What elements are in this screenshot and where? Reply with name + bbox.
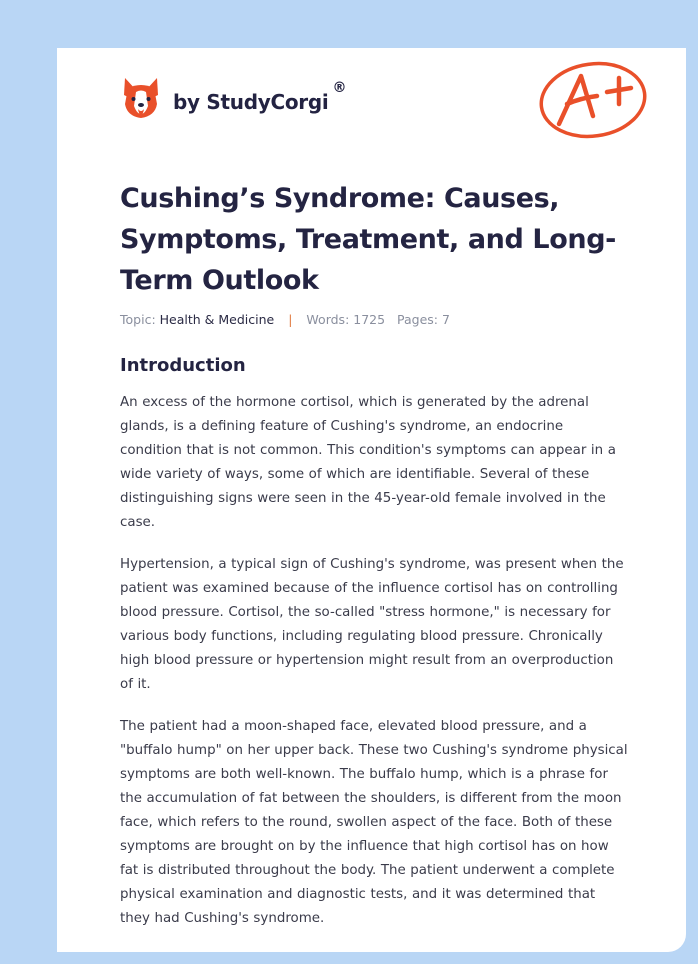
paragraph: An excess of the hormone cortisol, which is generated by the adrenal glands, is a defining feature of Cushing's syndrome, an endocrine condition that is not common. This condition's symptoms can appear in a wide variety of ways, some of which are identifiable. Several of these distinguishing signs were seen in the 45-year-old female involved in the case. (120, 395, 616, 530)
paragraph: The patient had a moon-shaped face, elevated blood pressure, and a "buffalo hump" on her upper back. These two Cushing's syndrome physical symptoms are both well-known. The buffalo hump, which is a phrase for the accumulation of fat between the shoulders, is different from the moon face, which refers to the round, swollen aspect of the face. Both of these symptoms are brought on by the influence that high cortisol has on how fat is distributed throughout the body. The patient underwent a complete physical examination and diagnostic tests, and it was determined that they had Cushing's syndrome. (120, 719, 628, 926)
registered-mark: ® (332, 80, 347, 96)
topic-label: Topic: (120, 312, 156, 327)
words-label: Words: (306, 312, 350, 327)
pages-label: Pages: (397, 312, 438, 327)
brand-name: by StudyCorgi (173, 90, 329, 114)
a-plus-icon (537, 58, 649, 140)
brand-header[interactable] (121, 76, 346, 120)
section-heading: Introduction (120, 355, 246, 376)
article-meta (120, 312, 450, 327)
topic-link[interactable]: Health & Medicine (159, 312, 275, 327)
words-count: 1725 (353, 312, 386, 327)
article-body (120, 391, 629, 949)
paragraph: Hypertension, a typical sign of Cushing's syndrome, was present when the patient was examined because of the influence cortisol has on controlling blood pressure. Cortisol, the so-called "stress hormone," is necessary for various body functions, including regulating blood pressure. Chronically high blood pressure or hypertension might result from an overproduction of it. (120, 557, 624, 692)
document-page (57, 48, 686, 952)
meta-separator: | (288, 312, 293, 327)
corgi-icon (121, 76, 161, 120)
article-title: Cushing’s Syndrome: Causes, Symptoms, Treatment, and Long-Term Outlook (120, 183, 616, 296)
pages-count: 7 (441, 312, 450, 327)
